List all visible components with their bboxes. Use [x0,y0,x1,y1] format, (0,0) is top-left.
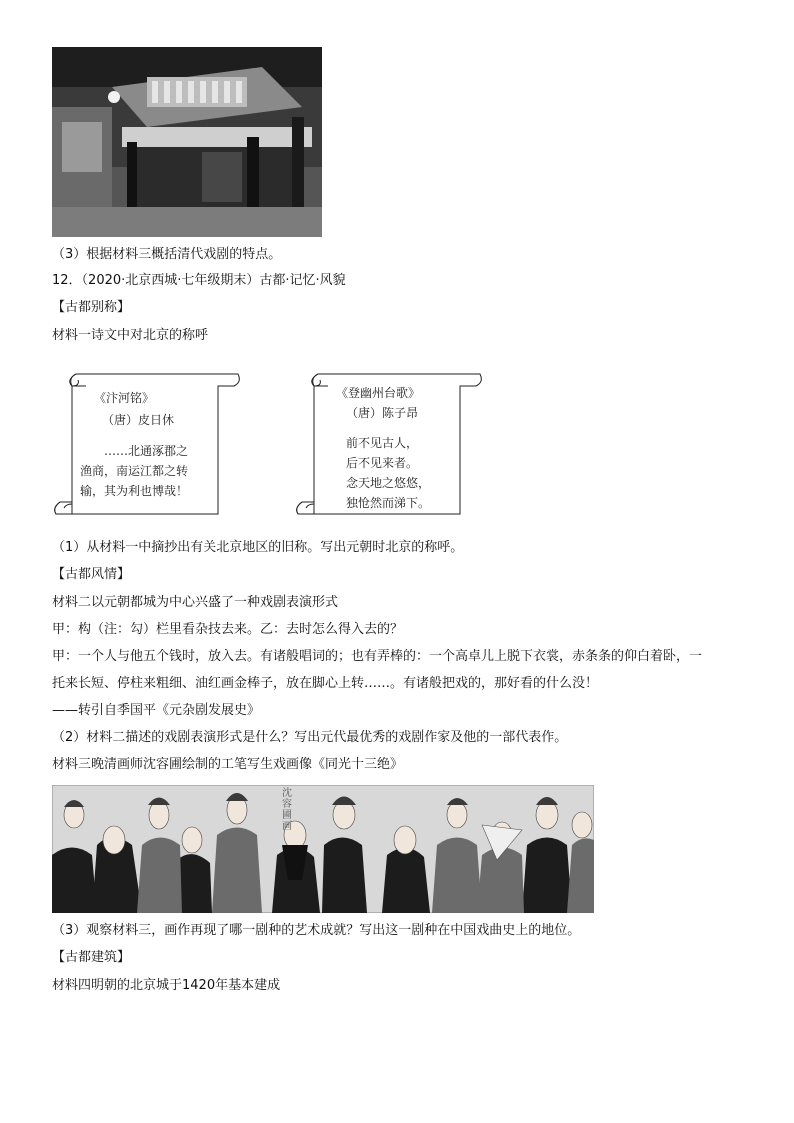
material-4-title: 材料四明朝的北京城于1420年基本建成 [52,978,281,993]
material-2-title: 材料二以元朝都城为中心兴盛了一种戏剧表演形式 [52,595,339,610]
question-12-header: 12．（2020·北京西城·七年级期末）古都·记忆·风貌 [52,273,346,288]
section-title-customs: 【古都风情】 [52,567,131,582]
question-3-material3: （3）根据材料三概括清代戏剧的特点。 [52,247,282,262]
poem-2-title: 《登幽州台歌》 [336,386,421,400]
material-2-dialog: 甲：构（注：勾）栏里看杂技去来。乙：去时怎么得入去的？ [52,622,404,637]
section-title-architecture: 【古都建筑】 [52,950,131,965]
poem-1-author: （唐）皮日休 [102,413,175,427]
material-1-title: 材料一诗文中对北京的称呼 [52,328,209,343]
poem-1-line: 渔商，南运江都之转 [80,464,189,478]
opera-figures-illustration [52,785,594,913]
poem-2-line: 后不见来者。 [346,456,419,470]
poem-2-line: 前不见古人， [346,436,419,450]
material-2-dialog: 甲：一个人与他五个钱时，放入去。有诸般唱词的；也有弄棒的：一个高卓儿上脱下衣裳，赤条条的仰白着卧，一 [52,649,703,664]
material-2-dialog: 托来长短、停柱来粗细、油红画金棒子，放在脚心上转……。有诸般把戏的，那好看的什么没！ [52,676,599,691]
question-3: （3）观察材料三，画作再现了哪一剧种的艺术成就？写出这一剧种在中国戏曲史上的地位。 [52,923,581,938]
theatre-stage-photo [52,47,322,237]
opera-painting [52,785,594,913]
poem-2-line: 念天地之悠悠， [346,476,431,490]
section-title-alias: 【古都别称】 [52,300,131,315]
material-2-source: ——转引自季国平《元杂剧发展史》 [52,703,261,718]
poem-2-author: （唐）陈子昂 [346,406,419,420]
theatre-stage-illustration [52,47,322,237]
question-1: （1）从材料一中摘抄出有关北京地区的旧称。写出元朝时北京的称呼。 [52,540,464,555]
material-3-title: 材料三晚清画师沈容圃绘制的工笔写生戏画像《同光十三绝》 [52,757,404,772]
poem-1-line: 输，其为利也博哉！ [80,484,189,498]
painting-seal-text: 沈容圃画 [282,788,292,832]
poem-1-title: 《汴河铭》 [94,391,155,405]
question-2: （2）材料二描述的戏剧表演形式是什么？写出元代最优秀的戏剧作家及他的一部代表作。 [52,730,568,745]
poem-1-line: ……北通涿郡之 [104,444,189,458]
poem-2-line: 独怆然而涕下。 [346,496,431,510]
